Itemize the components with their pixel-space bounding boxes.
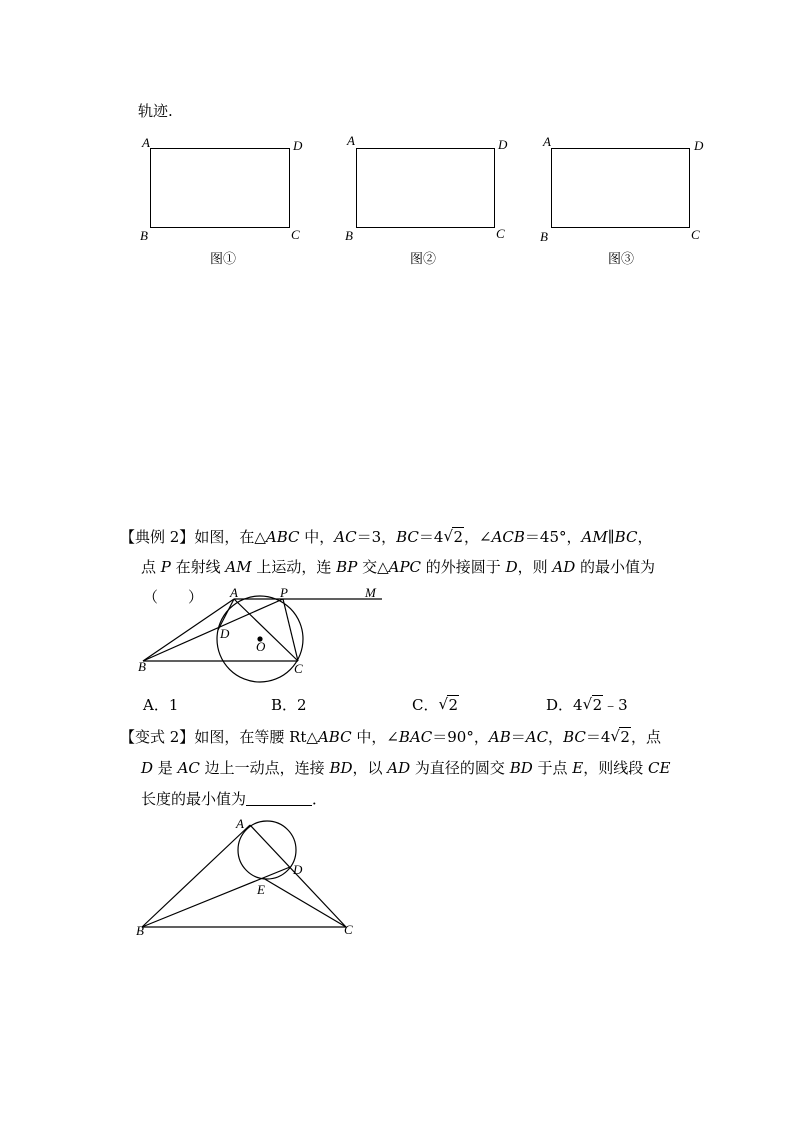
label-m: M bbox=[365, 585, 376, 600]
label-a: A bbox=[142, 135, 150, 150]
label-d: D bbox=[220, 626, 230, 641]
segment-ac bbox=[234, 599, 298, 661]
intro-text: 轨迹. bbox=[138, 102, 173, 120]
option-a[interactable]: A．1 bbox=[143, 696, 179, 714]
label-b: B bbox=[136, 923, 144, 938]
label-c: C bbox=[496, 226, 505, 241]
label-a: A bbox=[543, 134, 551, 149]
label-p: P bbox=[280, 585, 288, 600]
answer-blank[interactable] bbox=[246, 791, 312, 806]
figure-caption: 图③ bbox=[608, 252, 635, 267]
segment-ec bbox=[263, 878, 346, 927]
label-a: A bbox=[347, 133, 355, 148]
rectangle-abcd bbox=[551, 148, 690, 228]
figure-caption: 图② bbox=[410, 252, 437, 267]
variant-2-line-2: D 是 AC 边上一动点，连接 BD，以 AD 为直径的圆交 BD 于点 E，则线段 CE bbox=[141, 759, 671, 777]
option-d[interactable]: D．4√ 2﹣3 bbox=[546, 695, 628, 715]
sqrt-symbol: √ 2 bbox=[443, 527, 464, 547]
label-b: B bbox=[540, 229, 548, 244]
label-d: D bbox=[293, 138, 303, 153]
variant-tag: 【变式 2】 bbox=[120, 728, 195, 746]
rectangle-abcd bbox=[356, 148, 495, 228]
label-c: C bbox=[294, 661, 303, 676]
label-a: A bbox=[236, 816, 244, 831]
label-d: D bbox=[498, 137, 508, 152]
label-b: B bbox=[140, 228, 148, 243]
label-c: C bbox=[291, 227, 300, 242]
variant-2-figure bbox=[130, 812, 370, 942]
figure-caption: 图① bbox=[210, 252, 237, 267]
variant-2-line-1: 【变式 2】如图，在等腰 Rt△ABC 中，∠BAC＝90°，AB＝AC，BC＝4√ 2，点 bbox=[120, 727, 661, 747]
example-2-figure bbox=[130, 583, 400, 693]
example-tag: 【典例 2】 bbox=[120, 528, 195, 546]
rectangle-abcd bbox=[150, 148, 290, 228]
example-2-line-2: 点 P 在射线 AM 上运动，连 BP 交△APC 的外接圆于 D，则 AD 的最小值为 bbox=[141, 558, 656, 576]
label-b: B bbox=[345, 228, 353, 243]
label-c: C bbox=[344, 922, 353, 937]
variant-2-line-3: 长度的最小值为 ． bbox=[141, 790, 328, 808]
option-c[interactable]: C．√ 2 bbox=[412, 695, 459, 715]
label-c: C bbox=[691, 227, 700, 242]
answer-parentheses: （ ） bbox=[143, 588, 204, 606]
circle-ad-diameter bbox=[238, 821, 296, 879]
example-2-line-1: 【典例 2】如图，在△ABC 中，AC＝3，BC＝4√ 2，∠ACB＝45°，AM∥BC， bbox=[120, 527, 652, 547]
label-a: A bbox=[230, 585, 238, 600]
label-b: B bbox=[138, 659, 146, 674]
label-d: D bbox=[694, 138, 704, 153]
label-e: E bbox=[257, 882, 265, 897]
segment-bd bbox=[142, 867, 290, 927]
label-o: O bbox=[256, 639, 266, 654]
label-d: D bbox=[293, 862, 303, 877]
option-b[interactable]: B．2 bbox=[271, 696, 307, 714]
segment-ab bbox=[142, 825, 250, 927]
